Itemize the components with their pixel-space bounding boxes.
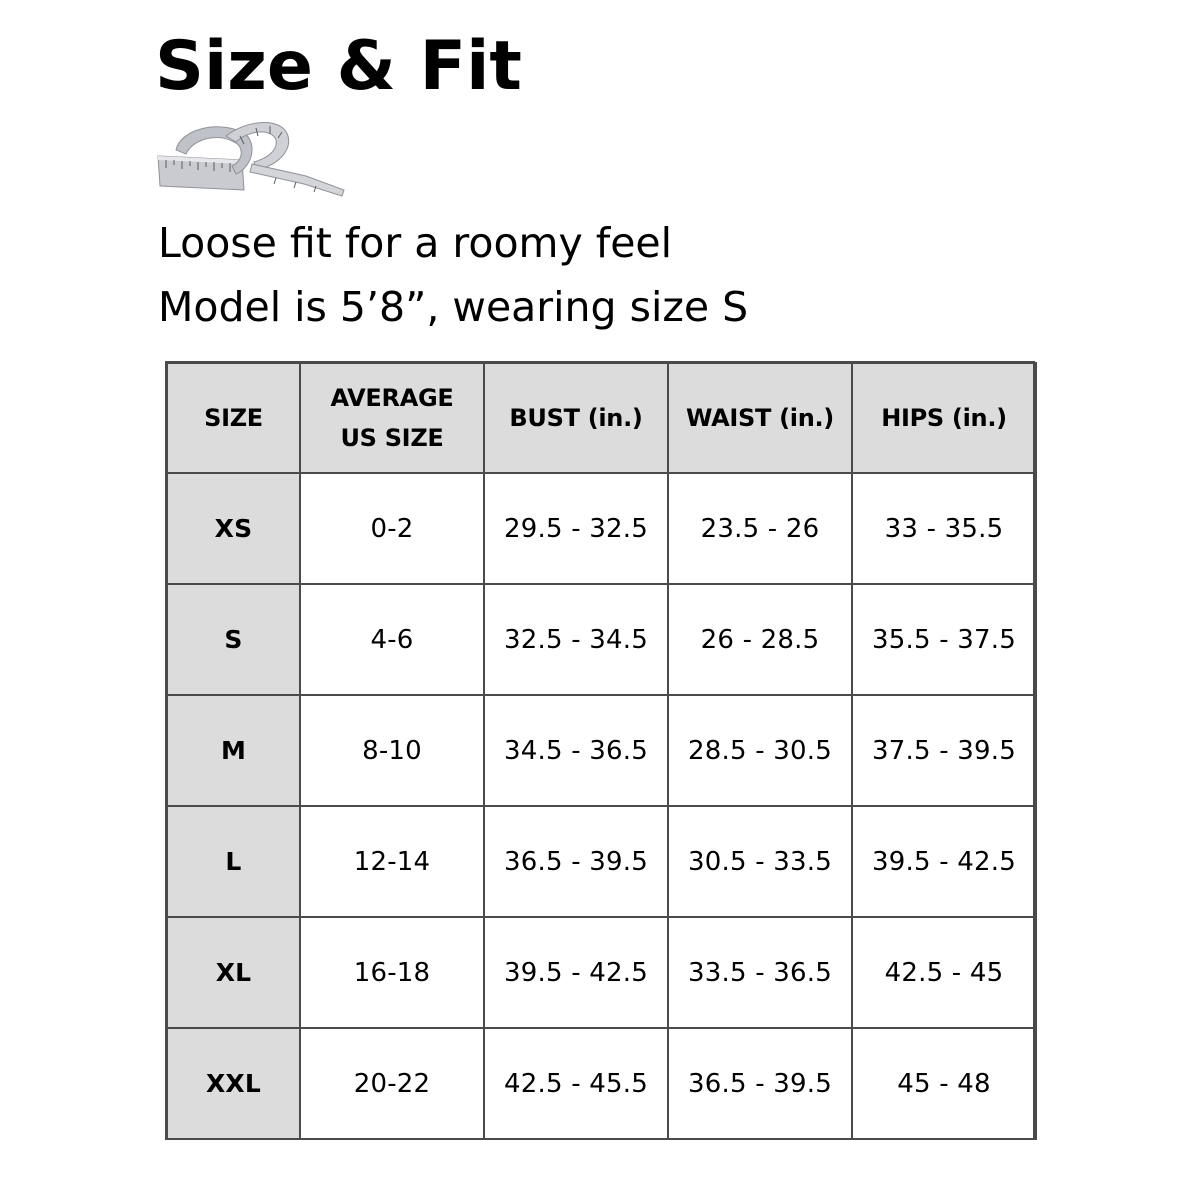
table-row: [167, 917, 1036, 1028]
us-size-cell: 12-14: [300, 806, 484, 917]
size-cell: XL: [167, 917, 300, 1028]
waist-cell: 36.5 - 39.5: [668, 1028, 852, 1139]
header-average-line-2: US SIZE: [340, 424, 444, 452]
bust-cell: 29.5 - 32.5: [484, 473, 668, 584]
waist-cell: 28.5 - 30.5: [668, 695, 852, 806]
us-size-cell: 8-10: [300, 695, 484, 806]
model-description: Model is 5’8”, wearing size S: [158, 283, 749, 331]
header-average-line-1: AVERAGE: [330, 384, 454, 412]
hips-cell: 42.5 - 45: [852, 917, 1036, 1028]
page-title: Size & Fit: [155, 27, 522, 106]
us-size-cell: 4-6: [300, 584, 484, 695]
hips-cell: 37.5 - 39.5: [852, 695, 1036, 806]
bust-cell: 34.5 - 36.5: [484, 695, 668, 806]
waist-cell: 30.5 - 33.5: [668, 806, 852, 917]
bust-cell: 36.5 - 39.5: [484, 806, 668, 917]
waist-cell: 26 - 28.5: [668, 584, 852, 695]
size-cell: M: [167, 695, 300, 806]
waist-cell: 23.5 - 26: [668, 473, 852, 584]
bust-cell: 42.5 - 45.5: [484, 1028, 668, 1139]
header-waist: WAIST (in.): [668, 363, 852, 473]
header-size: SIZE: [167, 363, 300, 473]
bust-cell: 39.5 - 42.5: [484, 917, 668, 1028]
size-chart-table: [166, 362, 1037, 1140]
us-size-cell: 0-2: [300, 473, 484, 584]
table-row: [167, 584, 1036, 695]
hips-cell: 35.5 - 37.5: [852, 584, 1036, 695]
table-row: [167, 806, 1036, 917]
size-cell: XS: [167, 473, 300, 584]
table-row: [167, 473, 1036, 584]
table-row: [167, 695, 1036, 806]
fit-description: Loose fit for a roomy feel: [158, 219, 673, 267]
size-cell: XXL: [167, 1028, 300, 1139]
hips-cell: 33 - 35.5: [852, 473, 1036, 584]
waist-cell: 33.5 - 36.5: [668, 917, 852, 1028]
table-header-row: [167, 363, 1036, 473]
header-bust: BUST (in.): [484, 363, 668, 473]
header-average-us-size: [300, 363, 484, 473]
measuring-tape-icon: [156, 110, 348, 198]
us-size-cell: 20-22: [300, 1028, 484, 1139]
size-cell: L: [167, 806, 300, 917]
size-cell: S: [167, 584, 300, 695]
header-hips: HIPS (in.): [852, 363, 1036, 473]
us-size-cell: 16-18: [300, 917, 484, 1028]
bust-cell: 32.5 - 34.5: [484, 584, 668, 695]
table-row: [167, 1028, 1036, 1139]
hips-cell: 45 - 48: [852, 1028, 1036, 1139]
hips-cell: 39.5 - 42.5: [852, 806, 1036, 917]
